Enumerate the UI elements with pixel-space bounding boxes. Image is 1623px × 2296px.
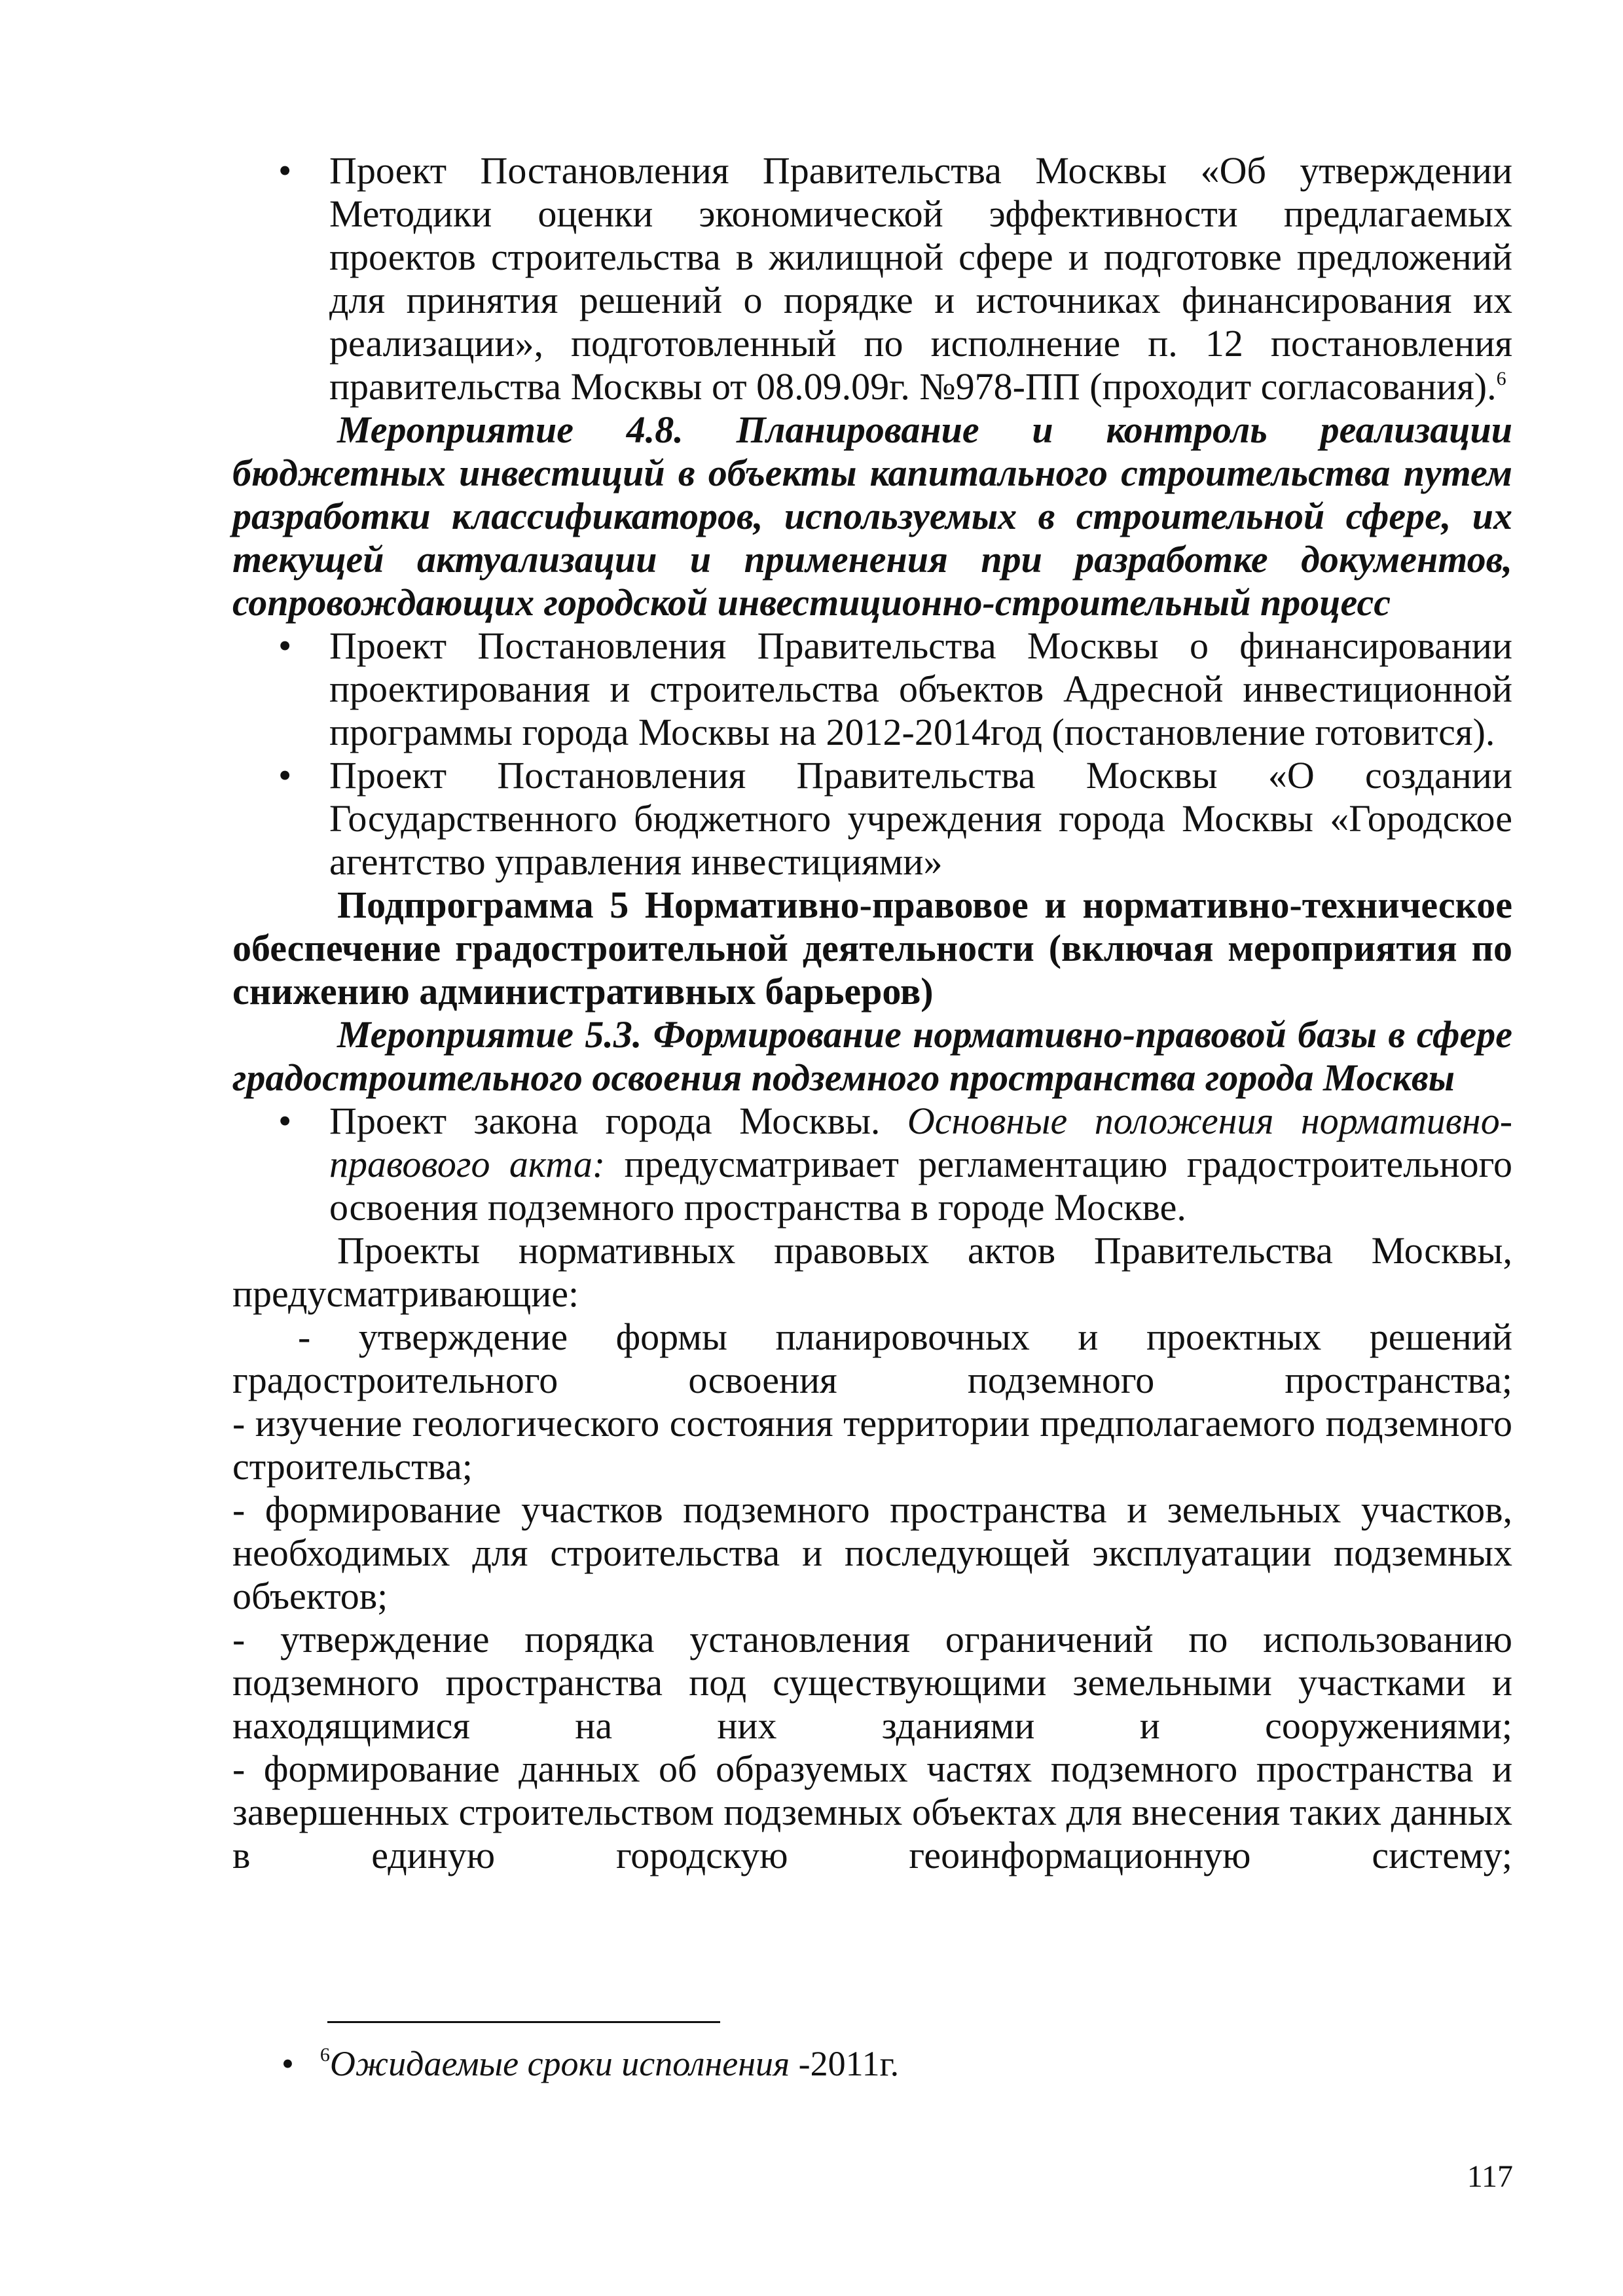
footnote-ref: 6 [1496,368,1506,389]
list-item: - утверждение формы планировочных и проектных решений градостроительного освоения подземного пространства; [232,1316,1512,1401]
bullet-item: • Проект закона города Москвы. Основные положения нормативно-правового акта: предусматривает регламентацию градостроительного освоения подземного пространства в городе Москве. [232,1100,1512,1229]
bullet-text: Проект Постановления Правительства Москвы «Об утверждении Методики оценки экономической эффективности предлагаемых проектов строительства в жилищной сфере и подготовке предложений для принятия решений о порядке и источниках финансирования их реализации», подготовленный по исполнение п. 12 постановления правительства Москвы от 08.09.09г. №978-ПП (проходит согласования). [329,149,1512,408]
list-item: - формирование участков подземного пространства и земельных участков, необходимых для строительства и последующей эксплуатации подземных объектов; [232,1488,1512,1617]
subprogram-heading: Подпрограмма 5 Нормативно-правовое и нормативно-техническое обеспечение градостроительной деятельности (включая мероприятия по снижению административных барьеров) [232,884,1512,1013]
page-number: 117 [1467,2159,1513,2194]
list-item: - формирование данных об образуемых частях подземного пространства и завершенных строительством подземных объектах для внесения таких данных в единую городскую геоинформационную систему; [232,1748,1512,1876]
bullet-item: • Проект Постановления Правительства Москвы о финансировании проектирования и строительства объектов Адресной инвестиционной программы города Москвы на 2012-2014год (постановление готовится). [232,624,1512,754]
document-body [232,149,1512,1877]
footnote: • $^6$Ожидаемые сроки исполнения -2011г. [282,2044,900,2083]
measure-heading: Мероприятие 5.3. Формирование нормативно-правовой базы в сфере градостроительного освоения подземного пространства города Москвы [232,1013,1512,1099]
bullet-item [232,149,1512,408]
bullet-item: • Проект Постановления Правительства Москвы «О создании Государственного бюджетного учреждения города Москвы «Городское агентство управления инвестициями» [232,754,1512,884]
bullet-icon: • [282,2044,294,2083]
list-item: - утверждение порядка установления ограничений по использованию подземного пространства под существующими земельными участками и находящимися на них зданиями и сооружениями; [232,1618,1512,1747]
list-item: - изучение геологического состояния территории предполагаемого подземного строительства; [232,1402,1512,1488]
footnote-divider [327,2021,720,2023]
measure-heading: Мероприятие 4.8. Планирование и контроль реализации бюджетных инвестиций в объекты капитального строительства путем разработки классификаторов, используемых в строительной сфере, их текущей актуализации и применения при разработке документов, сопровождающих городской инвестиционно-строительный процесс [232,408,1512,624]
paragraph: Проекты нормативных правовых актов Правительства Москвы, предусматривающие: [232,1229,1512,1315]
